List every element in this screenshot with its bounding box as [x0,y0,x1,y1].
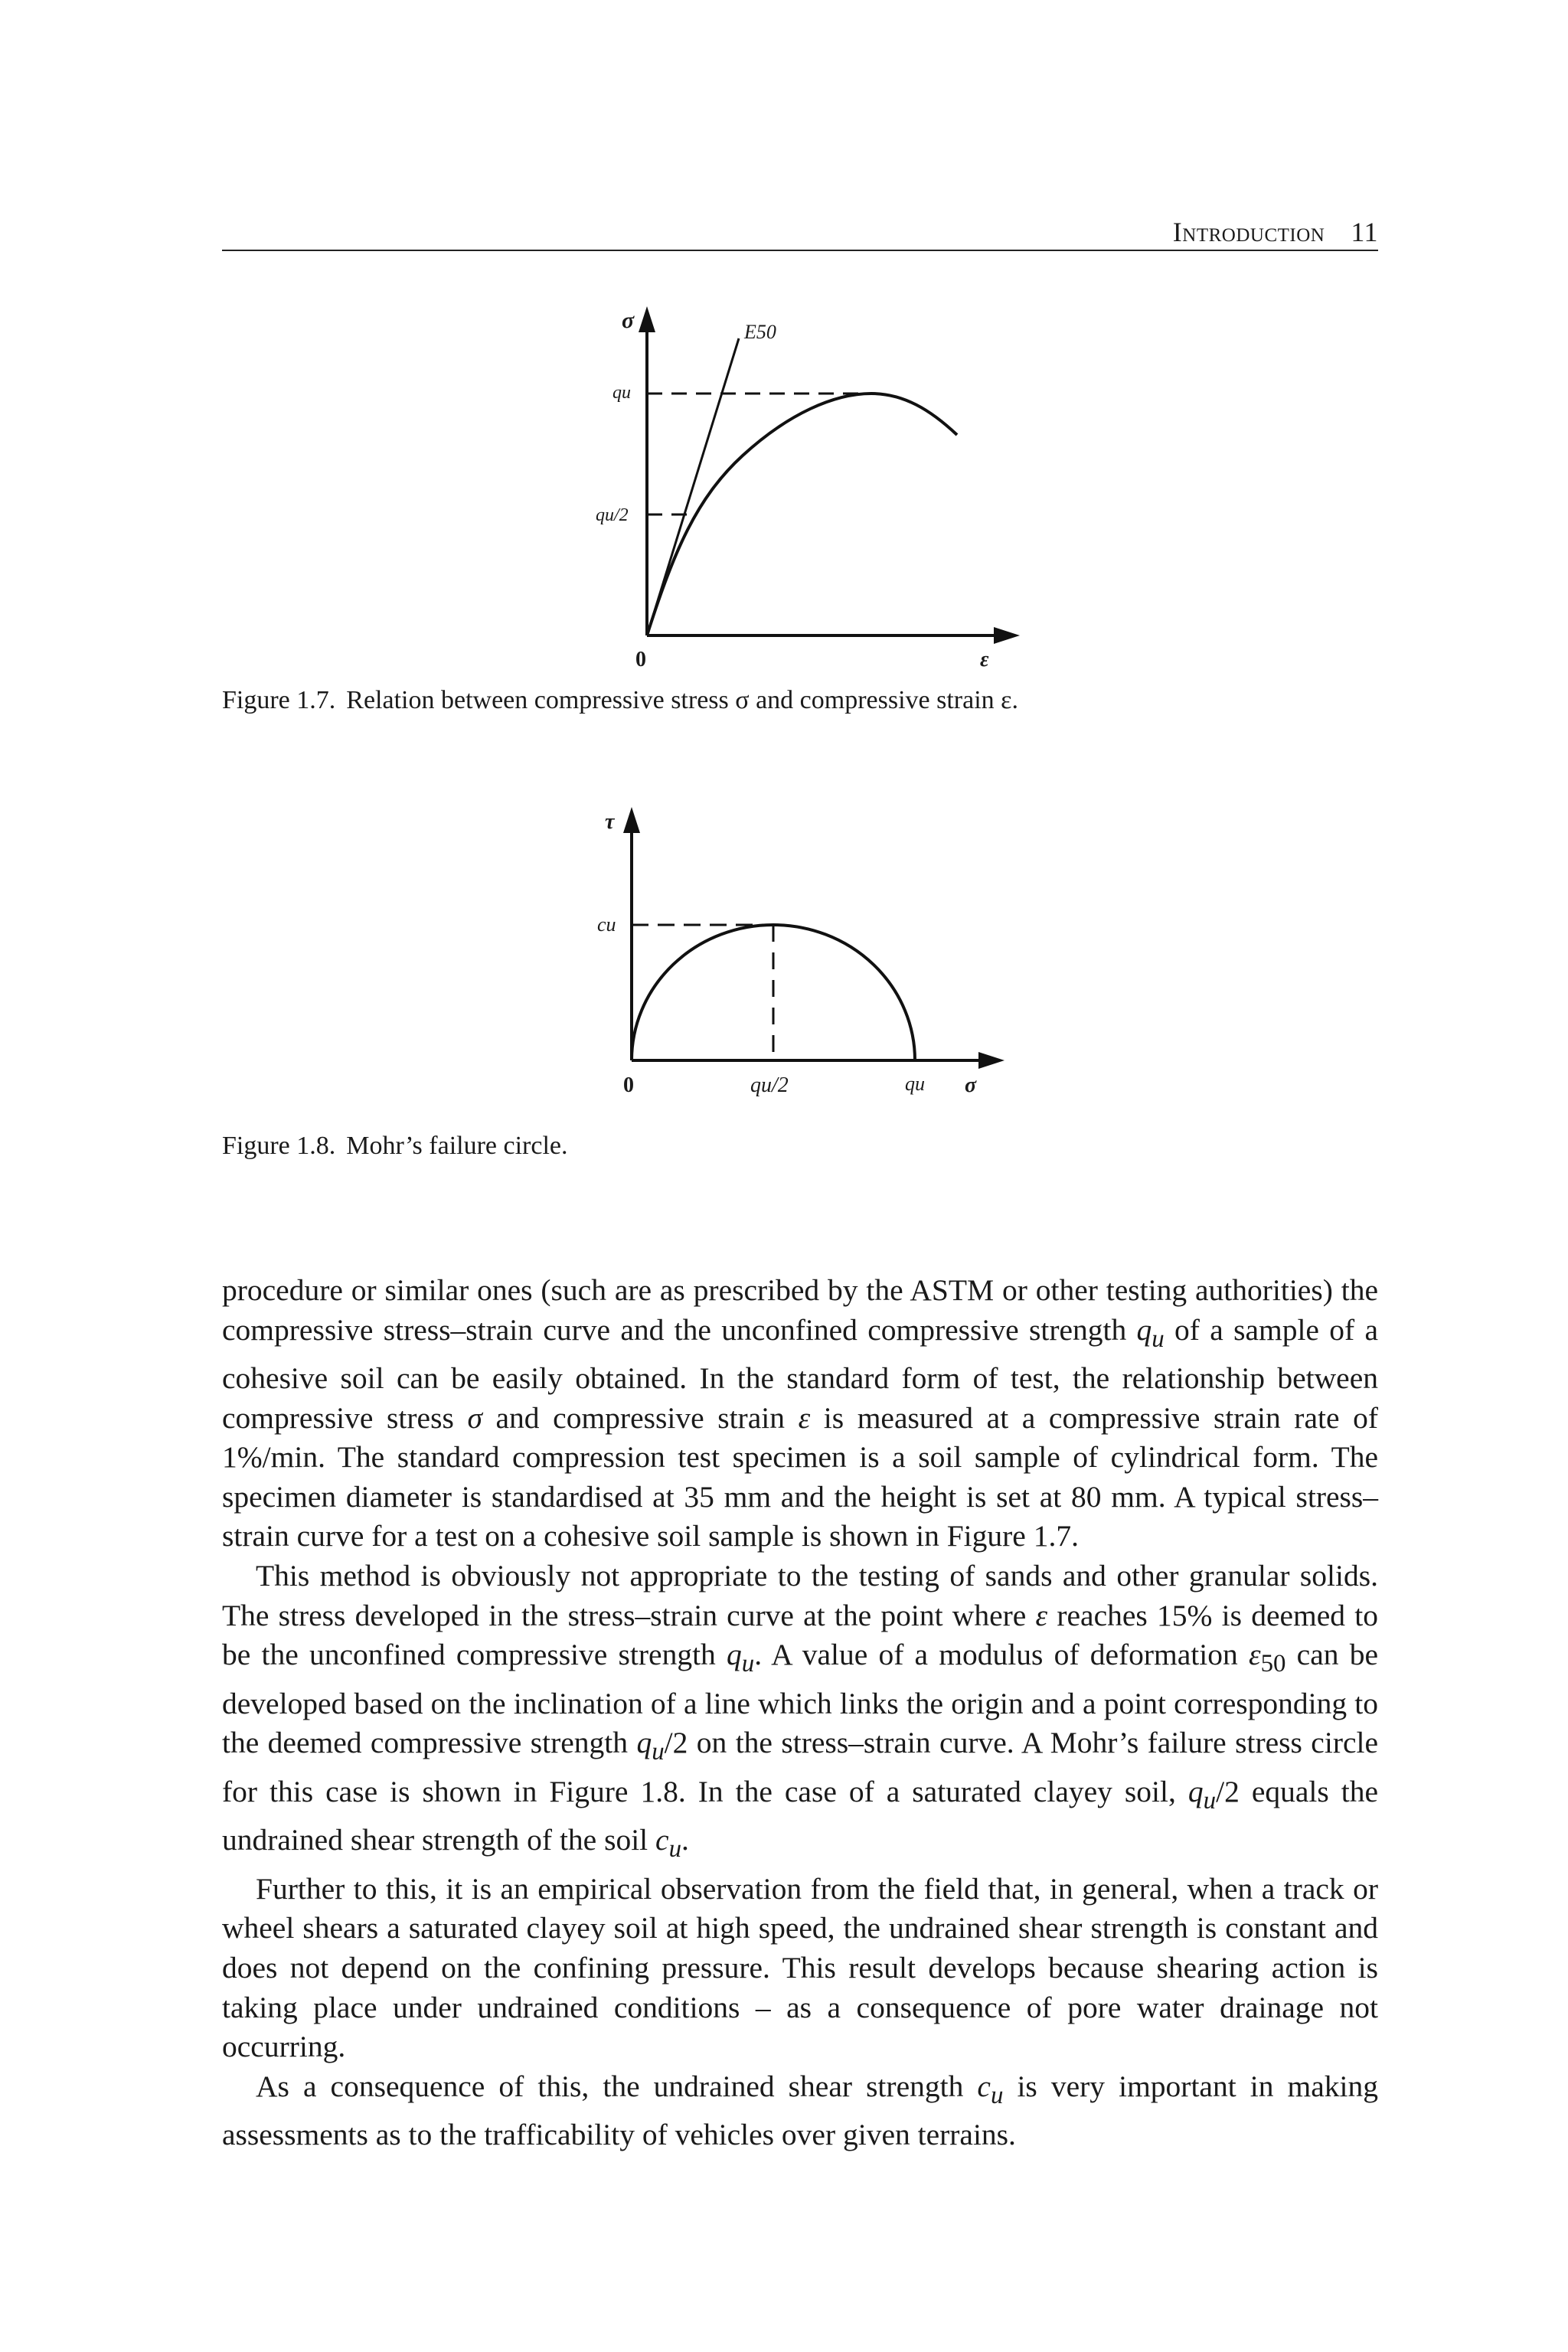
sigma-axis-label: σ [622,308,635,333]
x-axis-arrowhead [978,1052,1004,1069]
y-axis-arrowhead [639,306,655,332]
paragraph-1: procedure or similar ones (such are as prescribed by the ASTM or other testing authorities) the compressive stress–strain curve and the unconfined compressive strength $q_u$ of a sample of a cohesive soil can be easily obtained. In the standard form of test, the relationship between compressive stress σ and compressive strain ε is measured at a compressive strain rate of 1%/min. The standard compression test specimen is a soil sample of cylindrical form. The specimen diameter is standardised at 35 mm and the height is set at 80 mm. A typical stress–strain curve for a test on a cohesive soil sample is shown in Figure 1.7. [222,1273,1379,1553]
origin-label: 0 [635,648,646,671]
figure-1-7 [582,299,1026,697]
qu-half-label: qu/2 [750,1073,789,1097]
figure-1-7-caption-text: Relation between compressive stress σ and compressive strain ε. [346,686,1018,714]
qu-label: qu [905,1073,925,1095]
running-head [222,216,1378,251]
paragraph-4: As a consequence of this, the undrained shear strength $c_u$ is very important in making assessments as to the trafficability of vehicles over given terrains. [222,2069,1379,2152]
figure-1-8-caption [222,1132,567,1161]
figure-1-7-caption-number: Figure 1.7. [222,686,336,714]
qu-half-label: qu/2 [596,505,629,525]
paragraph-2: This method is obviously not appropriate to the testing of sands and other granular solids. The stress developed in the stress–strain curve at the point where ε reaches 15% is deemed to be the unconfined compressive strength $q_u$. A value of a modulus of deformation $\varepsilon_{50}$ can be developed based on the inclination of a line which links the origin and a point corresponding to the deemed compressive strength $q_u/2$ on the stress–strain curve. A Mohr’s failure stress circle for this case is shown in Figure 1.8. In the case of a saturated clayey soil, $q_u/2$ equals the undrained shear strength of the soil $c_u$. [222,1559,1379,1864]
running-title: Introduction [1172,217,1325,247]
figure-1-7-caption [222,686,1018,715]
paragraph-3: Further to this, it is an empirical observation from the field that, in general, when a track or wheel shears a saturated clayey soil at high speed, the undrained shear strength is constant and does not depend on the confining pressure. This result develops because shearing action is taking place under undrained conditions – as a consequence of pore water drainage not occurring. [222,1871,1378,2064]
stress-strain-curve [647,394,957,635]
page-number: 11 [1351,217,1378,247]
x-axis-arrowhead [994,627,1020,644]
tau-axis-label: τ [605,810,615,834]
epsilon-axis-label: ε [980,648,989,671]
y-axis-arrowhead [623,807,640,833]
figure-1-8-caption-number: Figure 1.8. [222,1132,336,1160]
origin-label: 0 [623,1073,634,1097]
sigma-axis-label: σ [965,1073,977,1097]
cu-label: cu [597,913,616,936]
figure-1-8-caption-text: Mohr’s failure circle. [346,1132,568,1160]
e50-label: E50 [744,321,776,343]
qu-label: qu [612,383,631,403]
e50-secant-line [647,338,739,635]
figure-1-8 [582,796,1026,1102]
body-text [222,1271,1378,2155]
